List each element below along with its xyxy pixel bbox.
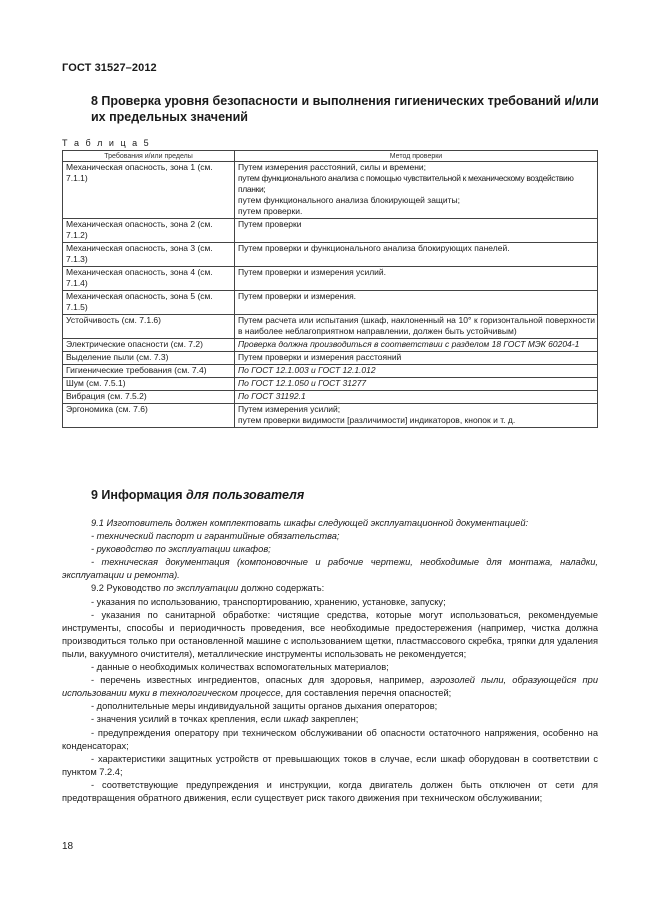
table-row bbox=[63, 365, 598, 378]
standard-designation: ГОСТ 31527–2012 bbox=[62, 62, 157, 74]
table-row bbox=[63, 391, 598, 404]
requirement-cell: Устойчивость (см. 7.1.6) bbox=[63, 315, 235, 339]
list-item bbox=[62, 674, 598, 700]
requirement-cell: Эргономика (см. 7.6) bbox=[63, 404, 235, 428]
text-run: , для составления перечня опасностей; bbox=[280, 688, 452, 699]
table-5 bbox=[62, 150, 598, 428]
method-cell: Путем проверки и измерения. bbox=[235, 291, 598, 315]
section-9-title-plain: 9 Информация bbox=[91, 488, 187, 502]
method-line: Путем измерения расстояний, силы и времени; bbox=[238, 162, 427, 172]
method-cell bbox=[235, 404, 598, 428]
method-cell: Путем проверки и измерения расстояний bbox=[235, 352, 598, 365]
list-item: - предупреждения оператору при техническом обслуживании об опасности остаточного напряжения, особенно на конденсаторах; bbox=[62, 727, 598, 751]
page-number: 18 bbox=[62, 841, 74, 852]
requirement-cell: Механическая опасность, зона 3 (см. 7.1.3) bbox=[63, 243, 235, 267]
text-run: закреплен; bbox=[308, 714, 359, 725]
text-run-italic: по эксплуатации bbox=[163, 583, 239, 594]
paragraph-9-1: 9.1 Изготовитель должен комплектовать шкафы следующей эксплуатационной документацией: bbox=[91, 518, 529, 528]
paragraph-9-2 bbox=[62, 582, 598, 595]
method-cell: Путем проверки и функционального анализа блокирующих панелей. bbox=[235, 243, 598, 267]
requirement-cell: Гигиенические требования (см. 7.4) bbox=[63, 365, 235, 378]
method-cell: По ГОСТ 12.1.003 и ГОСТ 12.1.012 bbox=[235, 365, 598, 378]
table-row bbox=[63, 162, 598, 219]
method-cell: По ГОСТ 31192.1 bbox=[235, 391, 598, 404]
method-cell: Путем проверки и измерения усилий. bbox=[235, 267, 598, 291]
list-item: - соответствующие предупреждения и инструкции, когда двигатель должен быть отключен от сети для предотвращения обратного движения, если существует риск такого движения при техническом обслуживании; bbox=[62, 779, 598, 803]
list-item: - руководство по эксплуатации шкафов; bbox=[91, 544, 271, 555]
method-cell: Проверка должна производиться в соответствии с разделом 18 ГОСТ МЭК 60204-1 bbox=[235, 339, 598, 352]
text-run-italic: аэрозолей пыли, образующейся при использовании муки в технологическом процессе bbox=[62, 675, 599, 699]
section-9-title-italic: для пользователя bbox=[186, 488, 305, 502]
table-header-row bbox=[63, 151, 598, 162]
requirement-cell: Механическая опасность, зона 4 (см. 7.1.4) bbox=[63, 267, 235, 291]
section-8-heading: 8 Проверка уровня безопасности и выполнения гигиенических требований и/или их предельных значений bbox=[91, 94, 599, 124]
text-run: - значения усилий в точках крепления, если bbox=[91, 714, 284, 725]
list-item: - данные о необходимых количествах вспомогательных материалов; bbox=[91, 662, 389, 673]
method-line: путем функционального анализа блокирующей защиты; bbox=[238, 195, 461, 205]
method-line: путем проверки. bbox=[238, 206, 303, 216]
requirement-cell: Выделение пыли (см. 7.3) bbox=[63, 352, 235, 365]
method-line: путем функционального анализа с помощью чувствительной к механическому воздействию планки; bbox=[238, 173, 574, 194]
method-cell bbox=[235, 162, 598, 219]
table-row bbox=[63, 291, 598, 315]
text-run: - перечень известных ингредиентов, опасных для здоровья, например, bbox=[91, 675, 431, 686]
requirement-cell: Шум (см. 7.5.1) bbox=[63, 378, 235, 391]
table-caption: Т а б л и ц а 5 bbox=[62, 138, 151, 148]
section-9-body bbox=[62, 517, 598, 805]
table-row bbox=[63, 378, 598, 391]
table-row bbox=[63, 352, 598, 365]
requirement-cell: Вибрация (см. 7.5.2) bbox=[63, 391, 235, 404]
method-line: путем проверки видимости [различимости] индикаторов, кнопок и т. д. bbox=[238, 415, 516, 425]
method-cell: Путем расчета или испытания (шкаф, наклоненный на 10° к горизонтальной поверхности в наиболее неблагоприятном направлении, должен быть устойчивым) bbox=[235, 315, 598, 339]
header-requirements: Требования и/или пределы bbox=[63, 151, 235, 162]
list-item bbox=[62, 713, 598, 726]
table-row bbox=[63, 267, 598, 291]
requirement-cell: Механическая опасность, зона 1 (см. 7.1.1) bbox=[63, 162, 235, 219]
list-item: - указания по санитарной обработке: чистящие средства, которые могут использоваться, рекомендуемые инструменты, способы и периодичность проведения, все необходимые предостережения (например, чистка должна производиться только при остановленной машине с использованием щетки, пластмассового скребка, тряпки для удаления пыли, вакуумного очистителя), металлические инструменты использовать не рекомендуется; bbox=[62, 609, 598, 659]
text-run: должно содержать: bbox=[238, 583, 325, 594]
text-run: 9.2 Руководство bbox=[91, 583, 164, 594]
table-row bbox=[63, 404, 598, 428]
method-cell: Путем проверки bbox=[235, 219, 598, 243]
table-row bbox=[63, 219, 598, 243]
section-9-heading bbox=[91, 488, 304, 502]
method-line: Путем измерения усилий; bbox=[238, 404, 341, 414]
list-item: - дополнительные меры индивидуальной защиты органов дыхания операторов; bbox=[91, 701, 438, 712]
requirement-cell: Механическая опасность, зона 5 (см. 7.1.5) bbox=[63, 291, 235, 315]
method-cell: По ГОСТ 12.1.050 и ГОСТ 31277 bbox=[235, 378, 598, 391]
list-item: - техническая документация (компоновочные и рабочие чертежи, необходимые для монтажа, наладки, эксплуатации и ремонта). bbox=[62, 557, 598, 581]
table-row bbox=[63, 315, 598, 339]
list-item: - характеристики защитных устройств от превышающих токов в случае, если шкаф оборудован в соответствии с пунктом 7.2.4; bbox=[62, 753, 598, 777]
requirement-cell: Электрические опасности (см. 7.2) bbox=[63, 339, 235, 352]
list-item: - технический паспорт и гарантийные обязательства; bbox=[91, 531, 340, 542]
header-method: Метод проверки bbox=[235, 151, 598, 162]
table-row bbox=[63, 339, 598, 352]
list-item: - указания по использованию, транспортированию, хранению, установке, запуску; bbox=[91, 596, 446, 607]
table-row bbox=[63, 243, 598, 267]
text-run-italic: шкаф bbox=[283, 714, 309, 725]
requirement-cell: Механическая опасность, зона 2 (см. 7.1.2) bbox=[63, 219, 235, 243]
